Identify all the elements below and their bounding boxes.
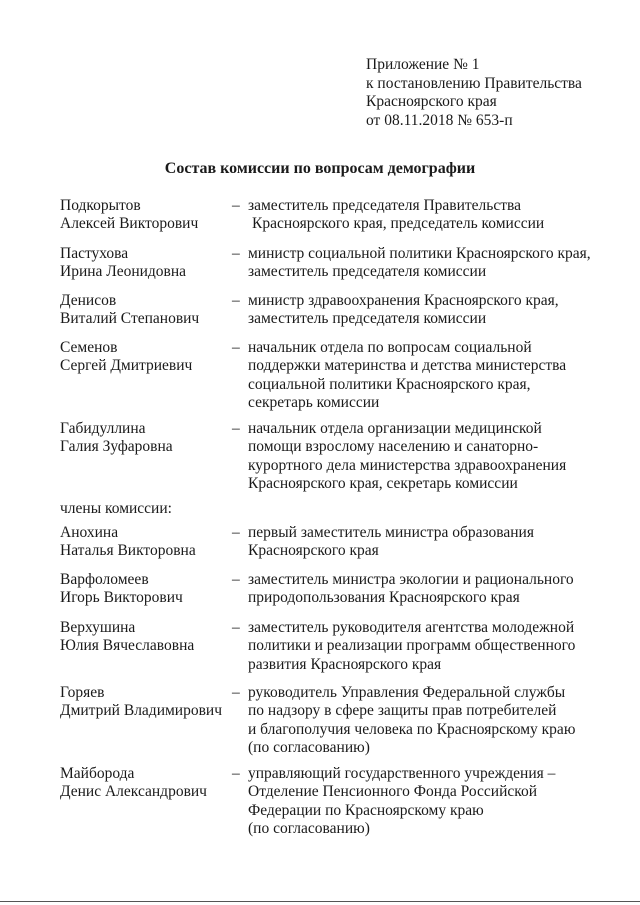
- role-description: [248, 765, 628, 838]
- person-name: [60, 292, 230, 329]
- given-names: Наталья Викторовна: [60, 542, 196, 560]
- role-line: социальной политики Красноярского края,: [248, 375, 531, 393]
- role-line: секретарь комиссии: [248, 393, 380, 411]
- role-line: Красноярского края, секретарь комиссии: [248, 474, 518, 492]
- role-description: [248, 571, 628, 608]
- role-description: [248, 339, 628, 412]
- role-line: Красноярского края: [248, 542, 379, 560]
- role-line: заместитель министра экологии и рационального: [248, 571, 574, 588]
- role-line: (по согласованию): [248, 819, 370, 837]
- document-title: Состав комиссии по вопросам демографии: [164, 160, 476, 177]
- surname: Варфоломеев: [60, 571, 149, 588]
- surname: Денисов: [60, 292, 117, 309]
- person-name: [60, 765, 230, 802]
- role-line: политики и реализации программ общественного: [248, 637, 576, 655]
- role-description: [248, 197, 628, 234]
- given-names: Сергей Дмитриевич: [60, 357, 193, 375]
- person-name: [60, 684, 230, 721]
- role-line: первый заместитель министра образования: [248, 524, 534, 541]
- dash: –: [232, 765, 240, 782]
- surname: Горяев: [60, 684, 105, 701]
- person-name: [60, 524, 230, 561]
- appendix-line: к постановлению Правительства: [366, 74, 582, 92]
- given-names: Галия Зуфаровна: [60, 438, 173, 456]
- dash: –: [232, 684, 240, 701]
- given-names: Алексей Викторович: [60, 215, 199, 233]
- role-description: [248, 420, 628, 493]
- person-name: [60, 420, 230, 457]
- role-description: [248, 524, 628, 561]
- surname: Анохина: [60, 524, 119, 541]
- role-line: поддержки материнства и детства министерства: [248, 357, 567, 375]
- dash: –: [232, 420, 240, 437]
- dash: –: [232, 571, 240, 588]
- role-line: заместитель председателя комиссии: [248, 310, 487, 328]
- dash: –: [232, 245, 240, 262]
- surname: Верхушина: [60, 619, 136, 636]
- dash: –: [232, 292, 240, 309]
- surname: Майборода: [60, 765, 135, 782]
- role-line: начальник отдела по вопросам социальной: [248, 339, 532, 356]
- given-names: Ирина Леонидовна: [60, 263, 187, 281]
- role-line: заместитель руководителя агентства молодежной: [248, 619, 575, 636]
- surname: Габидуллина: [60, 420, 146, 437]
- role-line: заместитель председателя Правительства: [248, 197, 522, 214]
- role-description: [248, 292, 628, 329]
- given-names: Игорь Викторович: [60, 589, 183, 607]
- role-line: (по согласованию): [248, 738, 370, 756]
- role-line: развития Красноярского края: [248, 655, 442, 673]
- role-description: [248, 684, 628, 757]
- appendix-header: [366, 56, 582, 130]
- role-line: министр социальной политики Красноярского края,: [248, 245, 591, 262]
- members-label: члены комиссии:: [60, 500, 172, 517]
- dash: –: [232, 524, 240, 541]
- given-names: Дмитрий Владимирович: [60, 702, 223, 720]
- role-line: начальник отдела организации медицинской: [248, 420, 542, 437]
- appendix-line: от 08.11.2018 № 653-п: [366, 111, 513, 129]
- dash: –: [232, 339, 240, 356]
- surname: Пастухова: [60, 245, 129, 262]
- role-line: министр здравоохранения Красноярского края,: [248, 292, 559, 309]
- role-line: заместитель председателя комиссии: [248, 263, 487, 281]
- role-line: Федерации по Красноярскому краю: [248, 801, 484, 819]
- appendix-line: Приложение № 1: [366, 56, 480, 73]
- role-line: курортного дела министерства здравоохранения: [248, 456, 567, 474]
- role-line: руководитель Управления Федеральной службы: [248, 684, 566, 701]
- surname: Семенов: [60, 339, 118, 356]
- given-names: Юлия Вячеславовна: [60, 637, 195, 655]
- given-names: Денис Александрович: [60, 783, 207, 801]
- role-line: Отделение Пенсионного Фонда Российской: [248, 783, 538, 801]
- person-name: [60, 571, 230, 608]
- role-line: управляющий государственного учреждения –: [248, 765, 556, 782]
- role-description: [248, 619, 628, 674]
- role-line: и благополучия человека по Красноярскому краю: [248, 720, 576, 738]
- person-name: [60, 245, 230, 282]
- role-line: Красноярского края, председатель комиссии: [252, 215, 545, 233]
- person-name: [60, 339, 230, 376]
- role-line: природопользования Красноярского края: [248, 589, 520, 607]
- person-name: [60, 197, 230, 234]
- person-name: [60, 619, 230, 656]
- surname: Подкорытов: [60, 197, 141, 214]
- role-line: по надзору в сфере защиты прав потребителей: [248, 702, 557, 720]
- given-names: Виталий Степанович: [60, 310, 200, 328]
- role-description: [248, 245, 628, 282]
- role-line: помощи взрослому населению и санаторно-: [248, 438, 539, 456]
- dash: –: [232, 197, 240, 214]
- appendix-line: Красноярского края: [366, 93, 497, 110]
- scan-edge-line: [0, 901, 640, 902]
- dash: –: [232, 619, 240, 636]
